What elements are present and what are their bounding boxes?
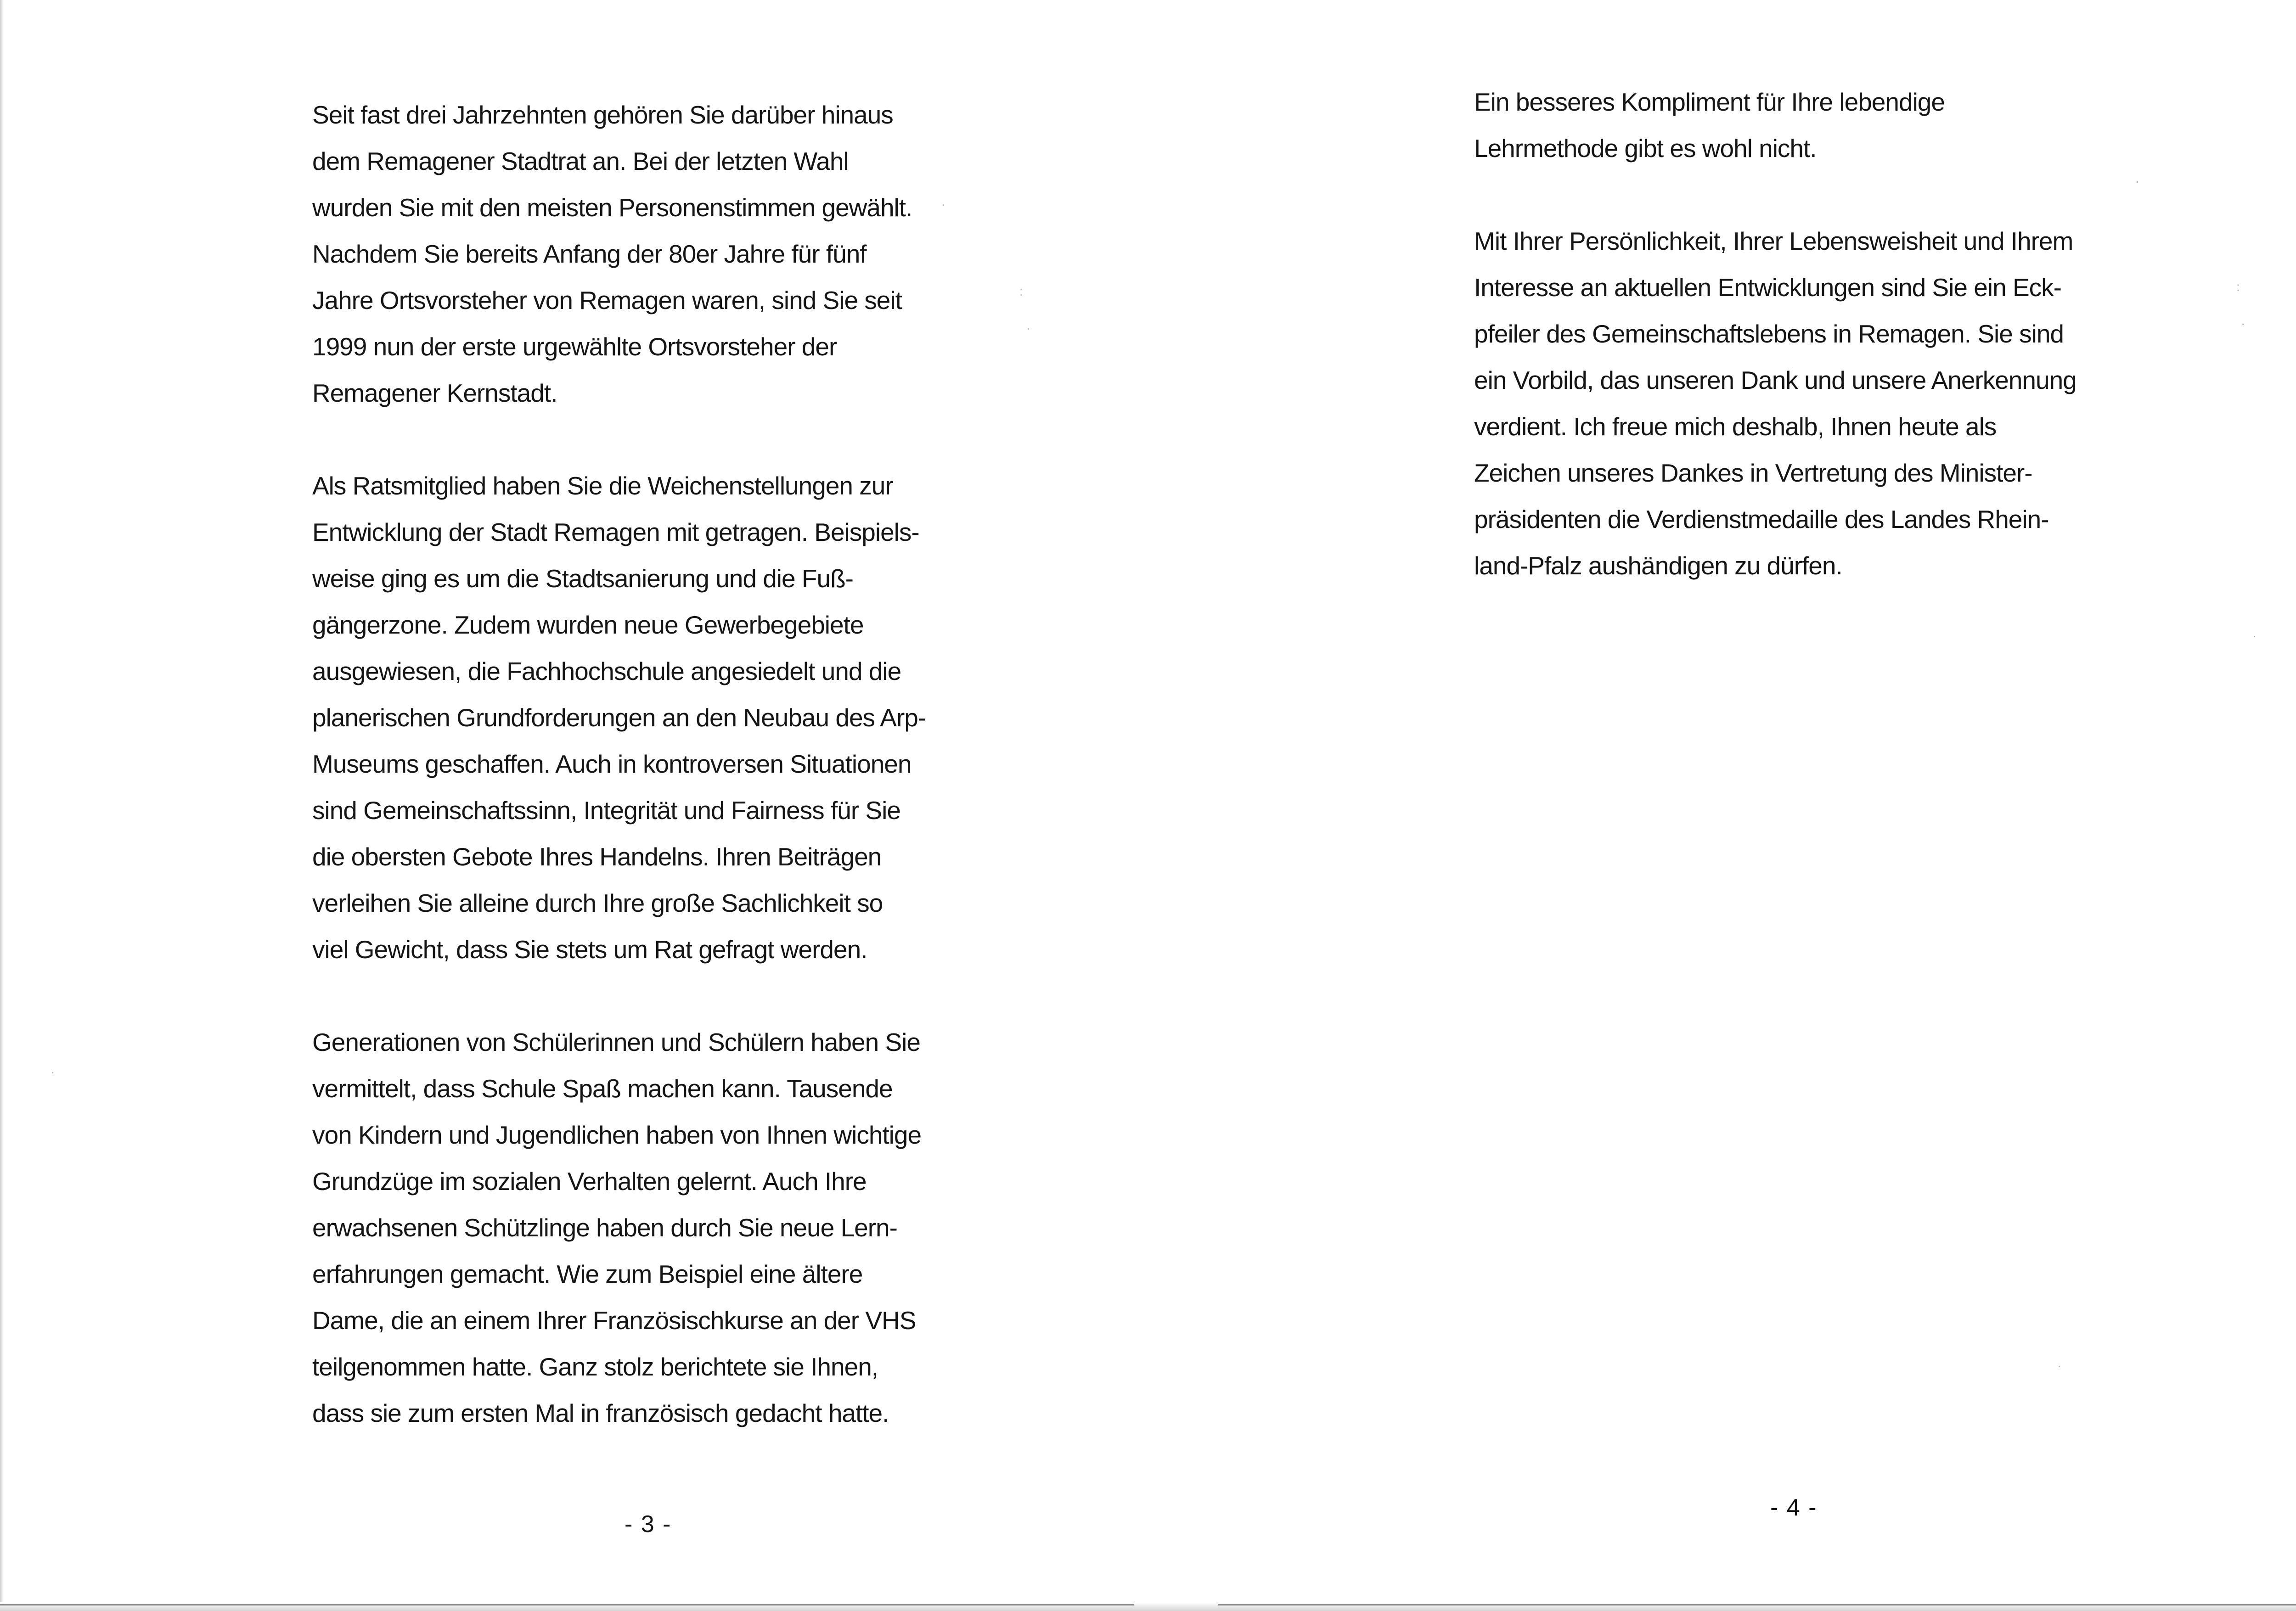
text-line: viel Gewicht, dass Sie stets um Rat gefragt werden. (312, 935, 867, 964)
text-line: verdient. Ich freue mich deshalb, Ihnen heute als (1474, 412, 1997, 441)
text-line: Museums geschaffen. Auch in kontroversen Situationen (312, 750, 912, 778)
page-number: - 4 - (1770, 1494, 1818, 1521)
text-line: gängerzone. Zudem wurden neue Gewerbegebiete (312, 611, 864, 639)
page-bottom-rule (0, 1604, 1134, 1605)
text-line: teilgenommen hatte. Ganz stolz berichtete sie Ihnen, (312, 1353, 878, 1381)
scan-speck: · (1026, 321, 1031, 335)
scan-speck: : (2236, 280, 2240, 294)
text-line: sind Gemeinschaftssinn, Integrität und Fairness für Sie (312, 796, 900, 825)
text-line: Zeichen unseres Dankes in Vertretung des Minister- (1474, 459, 2032, 487)
text-line: Als Ratsmitglied haben Sie die Weichenstellungen zur (312, 472, 893, 500)
text-line: von Kindern und Jugendlichen haben von Ihnen wichtige (312, 1121, 922, 1149)
paragraph-gap (1474, 172, 2077, 218)
text-line: 1999 nun der erste urgewählte Ortsvorsteher der (312, 332, 837, 361)
page-3-body-text (312, 92, 926, 1437)
text-line: ein Vorbild, das unseren Dank und unsere Anerkennung (1474, 366, 2077, 394)
text-line: vermittelt, dass Schule Spaß machen kann. Tausende (312, 1074, 893, 1103)
scan-speck: · (941, 197, 946, 211)
document-page-3 (0, 0, 1139, 1611)
text-line: pfeiler des Gemeinschaftslebens in Remagen. Sie sind (1474, 320, 2064, 348)
text-line: Entwicklung der Stadt Remagen mit getragen. Beispiels- (312, 518, 919, 546)
scan-speck: · (2135, 174, 2140, 188)
page-gutter (1139, 0, 1217, 1611)
text-line: Nachdem Sie bereits Anfang der 80er Jahre für fünf (312, 240, 867, 268)
text-line: Dame, die an einem Ihrer Französischkurse an der VHS (312, 1306, 916, 1335)
text-line: planerischen Grundforderungen an den Neubau des Arp- (312, 703, 926, 732)
paragraph-gap (312, 973, 926, 1019)
text-line: präsidenten die Verdienstmedaille des Landes Rhein- (1474, 505, 2049, 533)
text-line: wurden Sie mit den meisten Personenstimmen gewählt. (312, 193, 912, 222)
text-line: verleihen Sie alleine durch Ihre große Sachlichkeit so (312, 889, 883, 917)
scan-speck: · (2252, 629, 2257, 643)
scan-speck: · (2241, 316, 2245, 331)
text-line: Grundzüge im sozialen Verhalten gelernt. Auch Ihre (312, 1167, 867, 1196)
document-page-4 (1217, 0, 2296, 1611)
scan-bottom-edge (0, 1602, 2296, 1611)
text-line: erwachsenen Schützlinge haben durch Sie neue Lern- (312, 1213, 897, 1242)
text-line: Remagener Kernstadt. (312, 379, 557, 407)
text-line: Jahre Ortsvorsteher von Remagen waren, sind Sie seit (312, 286, 902, 314)
text-line: weise ging es um die Stadtsanierung und die Fuß- (312, 564, 853, 593)
page-bottom-rule (1218, 1604, 2296, 1605)
text-line: Ein besseres Kompliment für Ihre lebendige (1474, 88, 1945, 116)
text-line: Lehrmethode gibt es wohl nicht. (1474, 134, 1817, 163)
text-line: Mit Ihrer Persönlichkeit, Ihrer Lebensweisheit und Ihrem (1474, 227, 2073, 255)
page-4-body-text (1474, 79, 2077, 589)
text-line: dass sie zum ersten Mal in französisch gedacht hatte. (312, 1399, 889, 1427)
text-line: Generationen von Schülerinnen und Schülern haben Sie (312, 1028, 920, 1056)
text-line: erfahrungen gemacht. Wie zum Beispiel eine ältere (312, 1260, 863, 1288)
scan-speck: : (1019, 284, 1023, 298)
text-line: Seit fast drei Jahrzehnten gehören Sie darüber hinaus (312, 101, 893, 129)
scan-speck: · (51, 1065, 55, 1079)
text-line: ausgewiesen, die Fachhochschule angesiedelt und die (312, 657, 901, 685)
text-line: dem Remagener Stadtrat an. Bei der letzten Wahl (312, 147, 849, 175)
text-line: die obersten Gebote Ihres Handelns. Ihren Beiträgen (312, 842, 882, 871)
text-line: Interesse an aktuellen Entwicklungen sind Sie ein Eck- (1474, 273, 2061, 302)
paragraph-gap (312, 416, 926, 463)
page-edge-shadow (0, 0, 4, 1611)
scan-speck: · (2057, 1358, 2062, 1373)
text-line: land-Pfalz aushändigen zu dürfen. (1474, 551, 1842, 580)
page-number: - 3 - (625, 1511, 672, 1538)
